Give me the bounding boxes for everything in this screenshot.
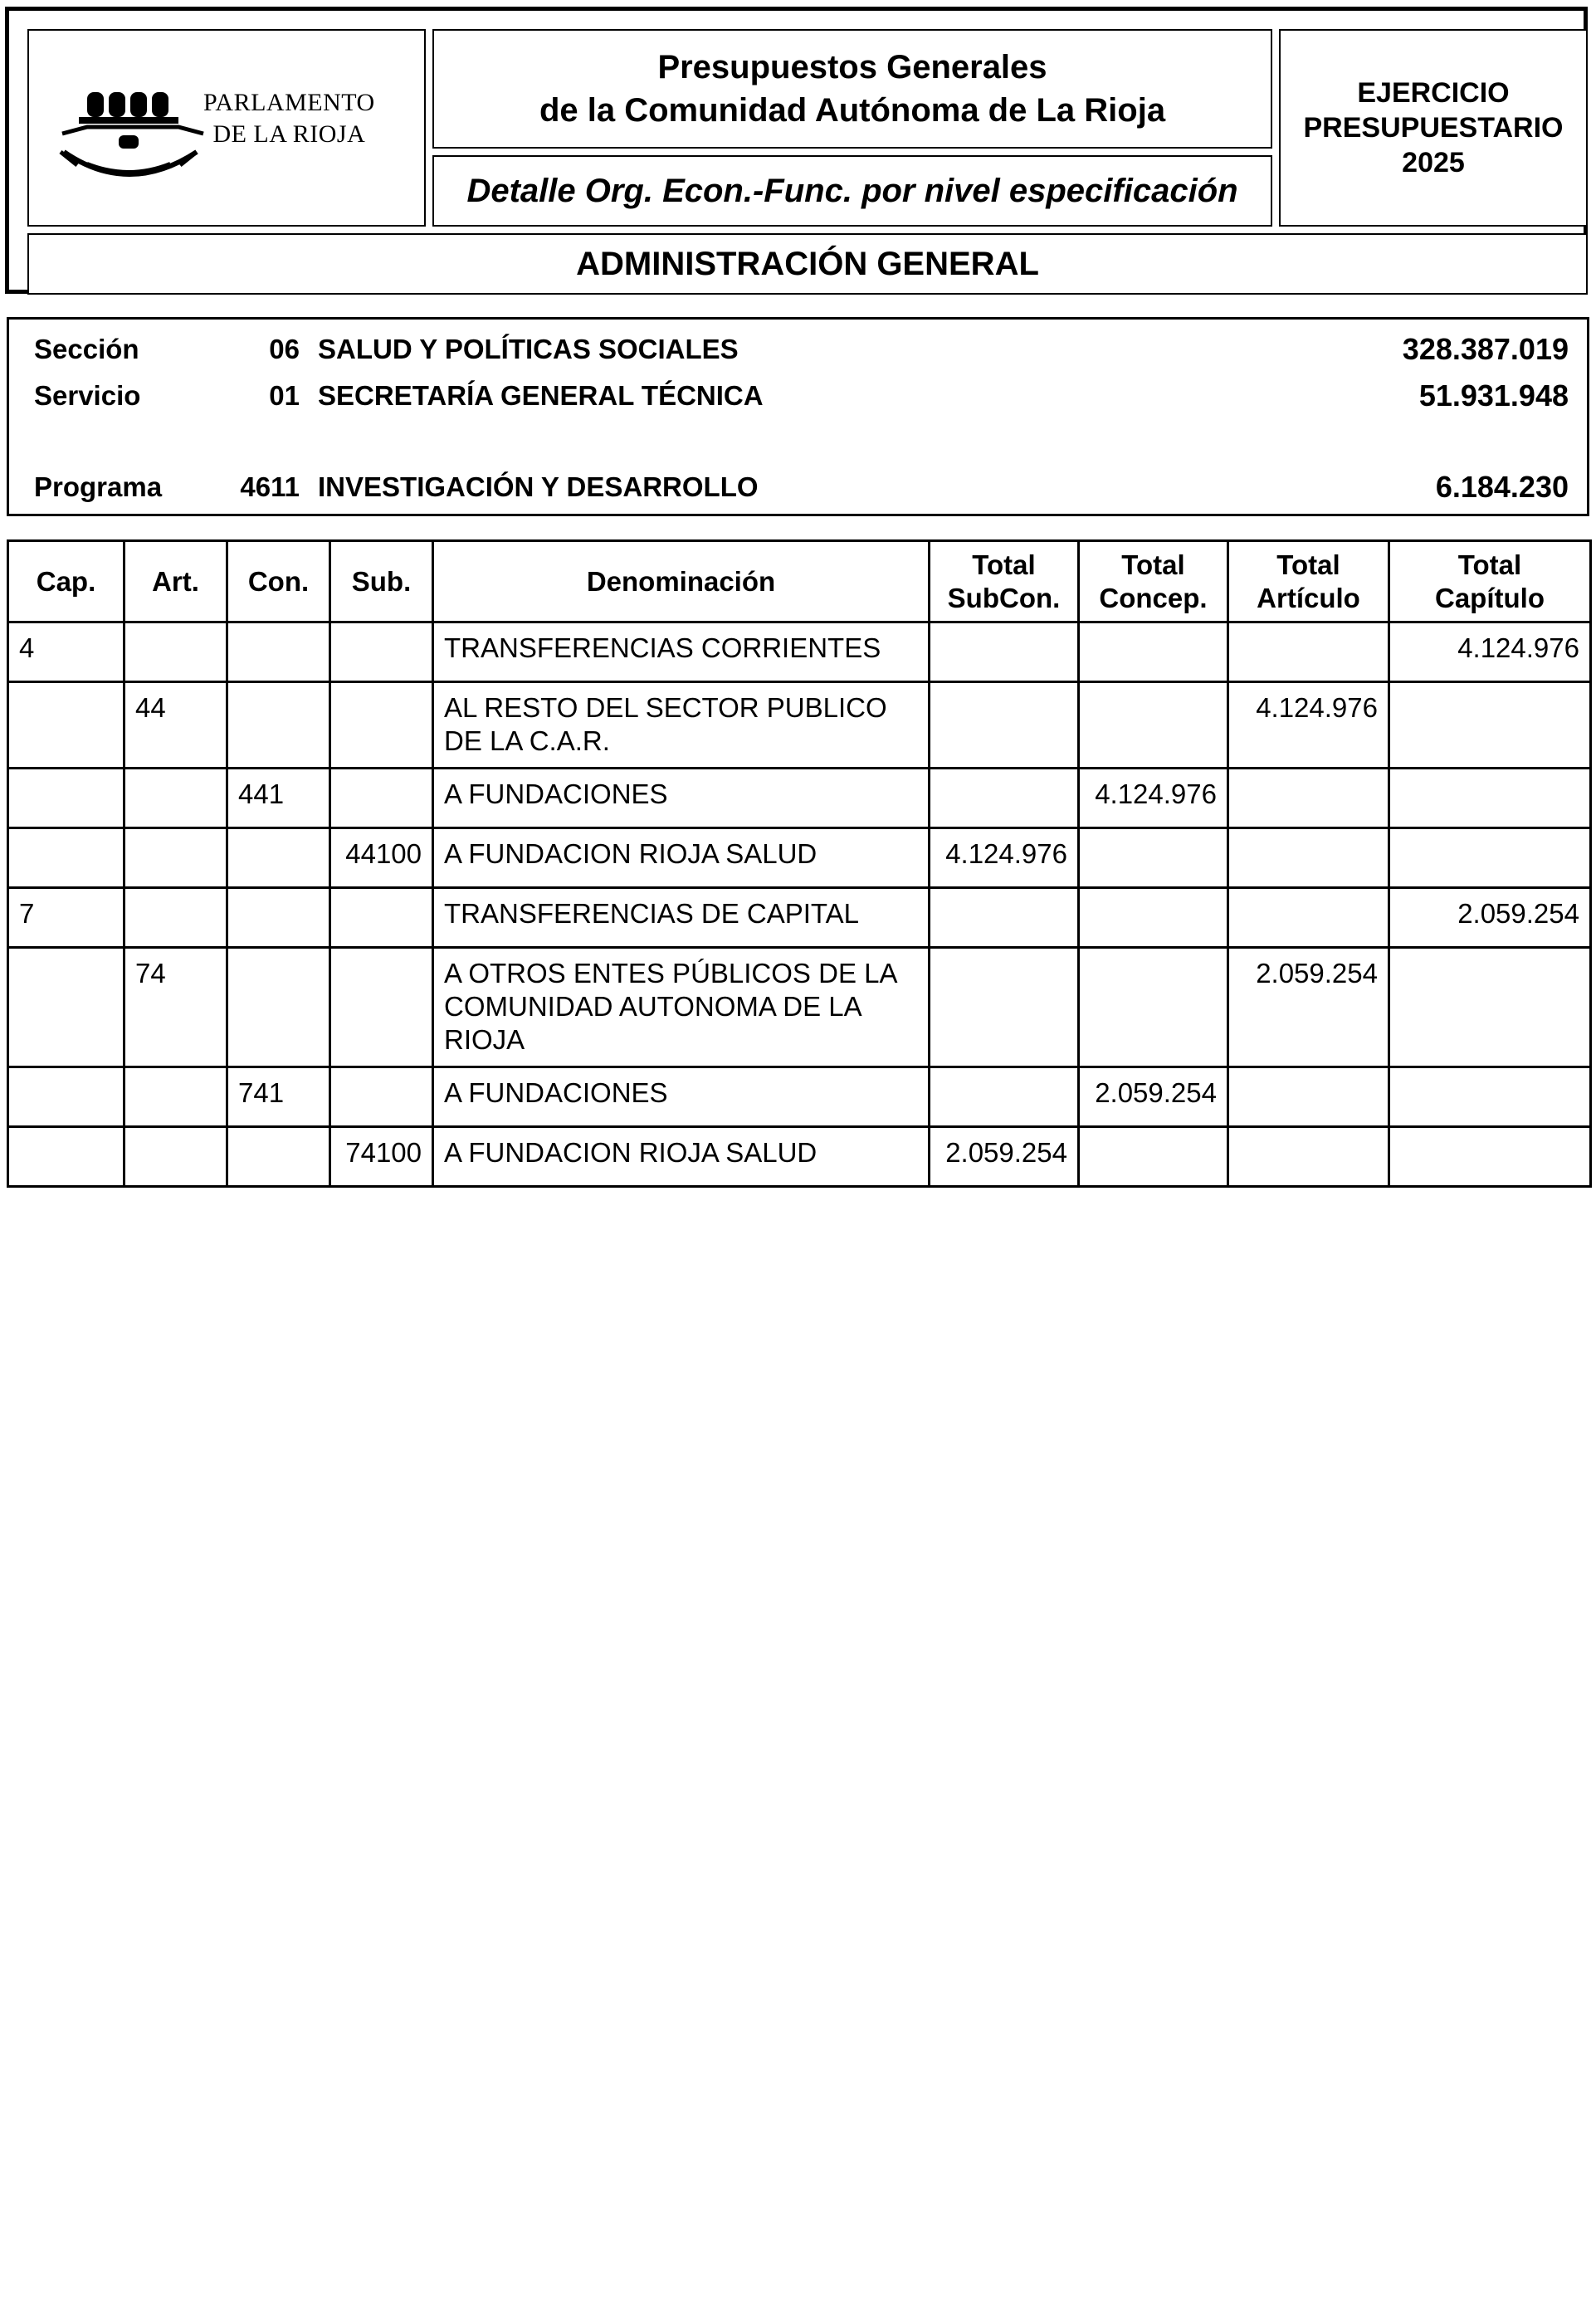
programa-amount: 6.184.230 — [1435, 470, 1569, 504]
seccion-description: SALUD Y POLÍTICAS SOCIALES — [318, 334, 739, 364]
seccion-amount: 328.387.019 — [1402, 332, 1569, 366]
header-total-capitulo-line2: Capítulo — [1435, 582, 1545, 613]
cell-sub — [330, 888, 433, 948]
cell-cap — [8, 1127, 124, 1187]
cell-sub — [330, 948, 433, 1067]
cell-total-capitulo — [1389, 682, 1591, 769]
cell-total-capitulo — [1389, 948, 1591, 1067]
cell-total-capitulo: 2.059.254 — [1389, 888, 1591, 948]
cell-sub: 74100 — [330, 1127, 433, 1187]
cell-total-articulo — [1228, 1067, 1389, 1127]
cell-con — [227, 948, 330, 1067]
cell-cap: 7 — [8, 888, 124, 948]
cell-total-concep — [1079, 1127, 1228, 1187]
cell-art — [124, 888, 227, 948]
cell-total-concep — [1079, 888, 1228, 948]
seccion-code: 06 — [269, 334, 300, 364]
parliament-logo-icon — [54, 72, 212, 205]
cell-sub — [330, 769, 433, 828]
cell-con — [227, 828, 330, 888]
header-art: Art. — [124, 541, 227, 622]
table-header-row — [8, 541, 1591, 622]
fiscal-year-box — [1279, 29, 1588, 227]
cell-total-articulo — [1228, 1127, 1389, 1187]
header-total-subcon-line2: SubCon. — [947, 582, 1061, 613]
cell-total-capitulo — [1389, 828, 1591, 888]
header-sub: Sub. — [330, 541, 433, 622]
cell-con: 441 — [227, 769, 330, 828]
cell-total-subcon — [930, 888, 1079, 948]
cell-total-articulo: 4.124.976 — [1228, 682, 1389, 769]
budget-detail-table — [7, 539, 1592, 1188]
servicio-description: SECRETARÍA GENERAL TÉCNICA — [318, 380, 764, 411]
header-denominacion: Denominación — [433, 541, 930, 622]
cell-denominacion: TRANSFERENCIAS DE CAPITAL — [433, 888, 930, 948]
servicio-code: 01 — [269, 380, 300, 411]
cell-sub — [330, 622, 433, 682]
cell-art — [124, 1067, 227, 1127]
cell-total-articulo — [1228, 769, 1389, 828]
cell-sub — [330, 1067, 433, 1127]
cell-total-capitulo — [1389, 1067, 1591, 1127]
cell-cap — [8, 769, 124, 828]
cell-cap: 4 — [8, 622, 124, 682]
header-total-subcon-line1: Total — [972, 549, 1036, 580]
cell-con — [227, 888, 330, 948]
cell-total-subcon — [930, 948, 1079, 1067]
cell-art: 44 — [124, 682, 227, 769]
table-row — [8, 1067, 1591, 1127]
seccion-row — [9, 333, 1587, 366]
presupuestario-label: PRESUPUESTARIO — [1303, 112, 1564, 144]
header-total-capitulo-line1: Total — [1457, 549, 1522, 580]
cell-denominacion: A OTROS ENTES PÚBLICOS DE LA COMUNIDAD AUTONOMA DE LA RIOJA — [433, 948, 930, 1067]
title-line-2: de la Comunidad Autónoma de La Rioja — [539, 92, 1166, 129]
header-total-articulo-line2: Artículo — [1257, 582, 1360, 613]
header-total-articulo-line1: Total — [1276, 549, 1340, 580]
programa-row — [9, 471, 1587, 504]
cell-art — [124, 622, 227, 682]
table-row — [8, 888, 1591, 948]
cell-total-concep — [1079, 622, 1228, 682]
cell-cap — [8, 828, 124, 888]
table-row — [8, 682, 1591, 769]
header-total-articulo — [1228, 541, 1389, 622]
cell-art — [124, 769, 227, 828]
cell-art — [124, 828, 227, 888]
cell-total-articulo: 2.059.254 — [1228, 948, 1389, 1067]
cell-sub — [330, 682, 433, 769]
cell-total-subcon — [930, 622, 1079, 682]
cell-total-concep — [1079, 828, 1228, 888]
header-con: Con. — [227, 541, 330, 622]
budget-section-info — [7, 317, 1589, 516]
table-row — [8, 622, 1591, 682]
cell-total-concep: 2.059.254 — [1079, 1067, 1228, 1127]
cell-cap — [8, 682, 124, 769]
header-total-subcon — [930, 541, 1079, 622]
cell-con — [227, 682, 330, 769]
header-total-concep — [1079, 541, 1228, 622]
document-title — [432, 29, 1272, 149]
title-line-1: Presupuestos Generales — [657, 49, 1047, 85]
cell-denominacion: TRANSFERENCIAS CORRIENTES — [433, 622, 930, 682]
cell-sub: 44100 — [330, 828, 433, 888]
cell-total-capitulo: 4.124.976 — [1389, 622, 1591, 682]
table-row — [8, 769, 1591, 828]
cell-denominacion: A FUNDACION RIOJA SALUD — [433, 1127, 930, 1187]
cell-denominacion: A FUNDACION RIOJA SALUD — [433, 828, 930, 888]
cell-total-concep — [1079, 682, 1228, 769]
servicio-row — [9, 379, 1587, 412]
fiscal-year: 2025 — [1402, 147, 1465, 178]
seccion-label: Sección — [34, 334, 139, 364]
cell-art — [124, 1127, 227, 1187]
logo-text — [203, 87, 375, 150]
servicio-label: Servicio — [34, 380, 141, 411]
table-row — [8, 1127, 1591, 1187]
cell-denominacion: A FUNDACIONES — [433, 1067, 930, 1127]
document-subtitle: Detalle Org. Econ.-Func. por nivel especificación — [432, 155, 1272, 227]
cell-art: 74 — [124, 948, 227, 1067]
servicio-amount: 51.931.948 — [1418, 378, 1569, 412]
cell-denominacion: A FUNDACIONES — [433, 769, 930, 828]
logo-box — [27, 29, 426, 227]
header-total-concep-line1: Total — [1121, 549, 1185, 580]
cell-total-articulo — [1228, 828, 1389, 888]
cell-con: 741 — [227, 1067, 330, 1127]
header-total-concep-line2: Concep. — [1099, 582, 1208, 613]
cell-cap — [8, 948, 124, 1067]
ejercicio-label: EJERCICIO — [1357, 77, 1510, 109]
header-cap: Cap. — [8, 541, 124, 622]
cell-total-subcon: 4.124.976 — [930, 828, 1079, 888]
cell-total-subcon — [930, 769, 1079, 828]
cell-total-subcon: 2.059.254 — [930, 1127, 1079, 1187]
logo-line-1: PARLAMENTO — [203, 89, 375, 116]
table-row — [8, 948, 1591, 1067]
cell-total-subcon — [930, 682, 1079, 769]
programa-label: Programa — [34, 471, 163, 502]
cell-cap — [8, 1067, 124, 1127]
administration-title: ADMINISTRACIÓN GENERAL — [27, 233, 1588, 295]
cell-total-capitulo — [1389, 769, 1591, 828]
cell-total-concep: 4.124.976 — [1079, 769, 1228, 828]
cell-total-articulo — [1228, 888, 1389, 948]
cell-con — [227, 622, 330, 682]
cell-total-capitulo — [1389, 1127, 1591, 1187]
cell-total-concep — [1079, 948, 1228, 1067]
logo-line-2: DE LA RIOJA — [212, 120, 366, 148]
cell-total-subcon — [930, 1067, 1079, 1127]
programa-description: INVESTIGACIÓN Y DESARROLLO — [318, 471, 759, 502]
cell-denominacion: AL RESTO DEL SECTOR PUBLICO DE LA C.A.R. — [433, 682, 930, 769]
cell-con — [227, 1127, 330, 1187]
document-header — [5, 7, 1588, 294]
table-row — [8, 828, 1591, 888]
programa-code: 4611 — [240, 471, 300, 502]
cell-total-articulo — [1228, 622, 1389, 682]
header-total-capitulo — [1389, 541, 1591, 622]
